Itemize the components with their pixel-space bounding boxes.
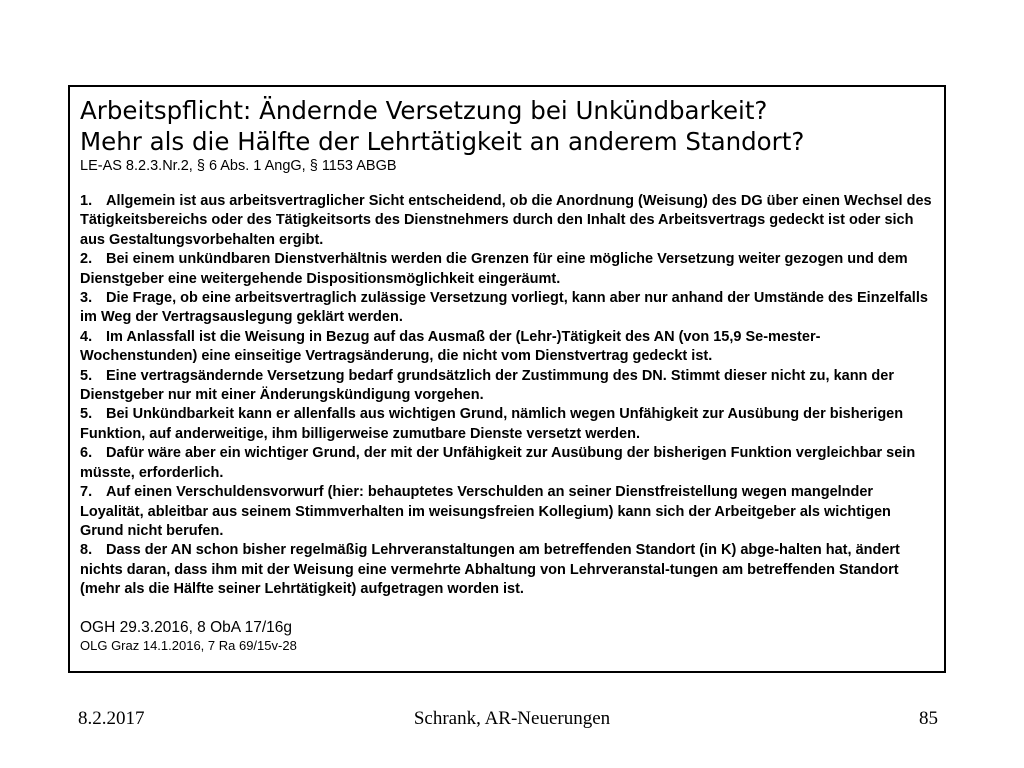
ruling-point-text: Eine vertragsändernde Versetzung bedarf grundsätzlich der Zustimmung des DN. Stimmt dieser nicht zu, kann der Dienstgeber nur mit einer Änderungskündigung vorgehen. xyxy=(80,367,894,404)
ruling-point-text: Dafür wäre aber ein wichtiger Grund, der mit der Unfähigkeit zur Ausübung der bisherigen Funktion vergleichbar sein müsste, erforderlich. xyxy=(80,445,916,481)
ruling-point-text: Bei Unkündbarkeit kann er allenfalls aus wichtigen Grund, nämlich wegen Unfähigkeit zur Ausübung der bisherigen Funktion, auf anderweitige, ihm billigerweise zumutbare Dienste versetzt werden. xyxy=(80,406,904,442)
ruling-point xyxy=(80,483,934,541)
footer-author: Schrank, AR-Neuerungen xyxy=(413,708,611,729)
ruling-point xyxy=(80,444,934,483)
ruling-point-number: 3. xyxy=(80,290,93,307)
legal-citation: LE-AS 8.2.3.Nr.2, § 6 Abs. 1 AngG, § 1153 ABGB xyxy=(80,158,397,174)
ruling-point xyxy=(80,192,934,250)
ruling-point xyxy=(80,367,934,406)
ruling-point-number: 7. xyxy=(80,484,93,501)
footer-date: 8.2.2017 xyxy=(78,708,145,729)
ruling-point-text: Die Frage, ob eine arbeitsvertraglich zulässige Versetzung vorliegt, kann aber nur anhand der Umstände des Einzelfalls im Weg der Vertragsauslegung geklärt werden. xyxy=(80,290,928,326)
ruling-point-text: Dass der AN schon bisher regelmäßig Lehrveranstaltungen am betreffenden Standort (in K) abge-halten hat, ändert nichts daran, dass ihm mit der Weisung eine vermehrte Abhaltung von Lehrveranstal-tungen am betreffenden Standort (mehr als die Hälfte seiner Lehrtätigkeit) aufgetragen worden ist. xyxy=(80,542,900,598)
ruling-point xyxy=(80,541,934,599)
ruling-point xyxy=(80,328,934,367)
ruling-point-text: Auf einen Verschuldensvorwurf (hier: behauptetes Verschulden an seiner Dienstfreistellung wegen mangelnder Loyalität, ableitbar aus seinem Stimmverhalten im weisungsfreien Kollegium) kann sich der Arbeitgeber als wichtigen Grund nicht berufen. xyxy=(80,484,891,539)
page-number: 85 xyxy=(919,708,938,729)
slide-title-line-2: Mehr als die Hälfte der Lehrtätigkeit an anderem Standort? xyxy=(80,127,805,156)
ruling-point-number: 4. xyxy=(80,328,93,345)
court-reference xyxy=(80,619,934,653)
ruling-point-number: 5. xyxy=(80,367,93,384)
ruling-point-text: Im Anlassfall ist die Weisung in Bezug auf das Ausmaß der (Lehr-)Tätigkeit des AN (von 15,9 Se-mester-Wochenstunden) eine einseitige Vertragsänderung, die nicht vom Dienstvertrag gedeckt ist. xyxy=(80,328,821,365)
appeal-court-reference: OLG Graz 14.1.2016, 7 Ra 69/15v-28 xyxy=(80,637,297,653)
supreme-court-reference: OGH 29.3.2016, 8 ObA 17/16g xyxy=(80,618,292,636)
ruling-point xyxy=(80,405,934,444)
ruling-points-list xyxy=(80,192,934,600)
ruling-point xyxy=(80,289,934,328)
ruling-point-text: Allgemein ist aus arbeitsvertraglicher Sicht entscheidend, ob die Anordnung (Weisung) des DG über einen Wechsel des Tätigkeitsbereichs oder des Tätigkeitsorts des Dienstnehmers durch den Inhalt des Arbeitsvertrags gedeckt ist oder sich aus Gestaltungsvorbehalten ergibt. xyxy=(80,193,932,248)
ruling-point xyxy=(80,250,934,289)
ruling-point-number: 1. xyxy=(80,193,93,209)
ruling-point-number: 8. xyxy=(80,542,93,559)
content-box xyxy=(68,85,946,673)
slide-title-line-1: Arbeitspflicht: Ändernde Versetzung bei Unkündbarkeit? xyxy=(80,96,768,125)
ruling-point-number: 5. xyxy=(80,406,93,423)
ruling-point-number: 2. xyxy=(80,251,93,268)
ruling-point-number: 6. xyxy=(80,445,93,462)
ruling-point-text: Bei einem unkündbaren Dienstverhältnis werden die Grenzen für eine mögliche Versetzung weiter gezogen und dem Dienstgeber eine weitergehende Dispositionsmöglichkeit eingeräumt. xyxy=(80,251,908,287)
